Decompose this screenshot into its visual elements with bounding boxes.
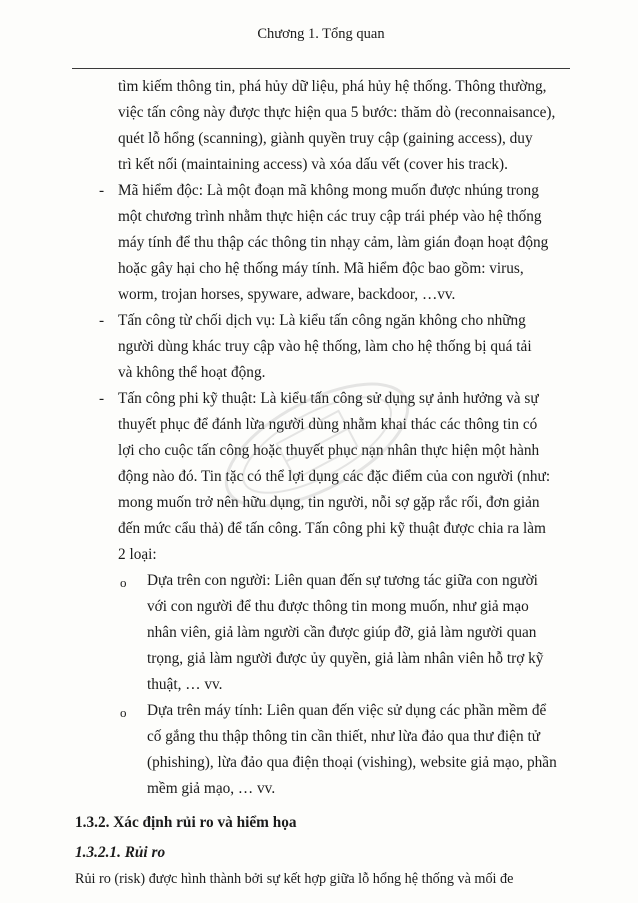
text-line: Tấn công từ chối dịch vụ: Là kiểu tấn công ngăn không cho những xyxy=(118,312,526,329)
text-line: mềm giả mạo, … vv. xyxy=(147,780,276,797)
section-heading: 1.3.2. Xác định rủi ro và hiểm họa xyxy=(75,814,297,831)
bullet-circle: o xyxy=(120,575,127,590)
text-line: người dùng khác truy cập vào hệ thống, làm cho hệ thống bị quá tải xyxy=(118,338,532,355)
text-line: nhân viên, giả làm người cần được giúp đỡ, giả làm người quan xyxy=(147,624,537,641)
bullet-circle: o xyxy=(120,705,127,720)
text-line: và không thể hoạt động. xyxy=(118,364,266,381)
bullet-dash: - xyxy=(99,312,105,329)
text-line: hoặc gây hại cho hệ thống máy tính. Mã hiểm độc bao gồm: virus, xyxy=(118,260,524,277)
text-line: thuật, … vv. xyxy=(147,676,223,693)
text-line: 2 loại: xyxy=(118,546,157,563)
text-line: lợi cho cuộc tấn công hoặc thuyết phục nạn nhân thực hiện một hành xyxy=(118,442,540,459)
text-line: máy tính để thu thập các thông tin nhạy cảm, làm gián đoạn hoạt động xyxy=(118,234,549,251)
text-line: với con người để thu được thông tin mong muốn, như giả mạo xyxy=(147,598,529,615)
text-line: cố gắng thu thập thông tin cần thiết, như lừa đảo qua thư điện tử xyxy=(147,728,540,745)
text-line: worm, trojan horses, spyware, adware, backdoor, …vv. xyxy=(118,286,456,303)
text-line: đến mức cẩu thả) để tấn công. Tấn công phi kỹ thuật được chia ra làm xyxy=(118,520,546,537)
subsection-heading: 1.3.2.1. Rủi ro xyxy=(75,844,166,861)
text-line: việc tấn công này được thực hiện qua 5 bước: thăm dò (reconnaisance), xyxy=(118,104,556,121)
text-line: (phishing), lừa đảo qua điện thoại (vishing), website giả mạo, phần xyxy=(147,754,557,771)
text-line: trọng, giả làm người được ủy quyền, giả làm nhân viên hỗ trợ kỹ xyxy=(147,650,544,667)
page-header-title: Chương 1. Tổng quan xyxy=(257,26,385,42)
text-line: Mã hiểm độc: Là một đoạn mã không mong muốn được nhúng trong xyxy=(118,182,539,199)
bullet-dash: - xyxy=(99,390,105,407)
text-line: mong muốn trở nên hữu dụng, tin người, nỗi sợ gặp rắc rối, đơn giản xyxy=(118,494,540,511)
text-line: Dựa trên máy tính: Liên quan đến việc sử dụng các phần mềm để xyxy=(147,702,547,719)
text-line: Rủi ro (risk) được hình thành bởi sự kết hợp giữa lỗ hổng hệ thống và mối đe xyxy=(75,871,514,887)
bullet-dash: - xyxy=(99,182,105,199)
text-line: Tấn công phi kỹ thuật: Là kiểu tấn công sử dụng sự ảnh hưởng và sự xyxy=(118,390,539,407)
header-divider xyxy=(72,68,570,69)
text-line: quét lỗ hổng (scanning), giành quyền truy cập (gaining access), duy xyxy=(118,130,533,147)
text-line: thuyết phục để đánh lừa người dùng nhằm khai thác các thông tin có xyxy=(118,416,538,433)
text-line: một chương trình nhằm thực hiện các truy cập trái phép vào hệ thống xyxy=(118,208,542,225)
text-line: trì kết nối (maintaining access) và xóa dấu vết (cover his track). xyxy=(118,156,508,173)
text-line: Dựa trên con người: Liên quan đến sự tương tác giữa con người xyxy=(147,572,538,589)
text-line: tìm kiếm thông tin, phá hủy dữ liệu, phá hủy hệ thống. Thông thường, xyxy=(118,78,547,95)
text-line: động nào đó. Tin tặc có thể lợi dụng các đặc điểm của con người (như: xyxy=(118,468,551,485)
